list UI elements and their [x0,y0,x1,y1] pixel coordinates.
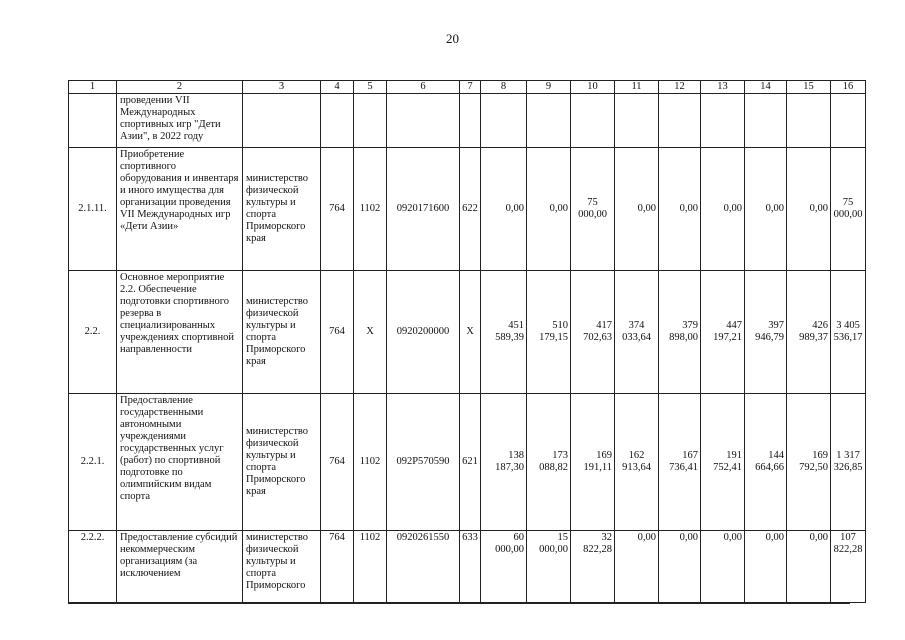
table-row [69,394,866,531]
row-target-code [387,94,460,148]
row-amount: 397 946,79 [745,271,787,394]
row-target-code: 0920171600 [387,148,460,271]
row-amount: 0,00 [481,148,527,271]
row-amount: 0,00 [527,148,571,271]
row-amount [659,94,701,148]
row-name: Предоставление субсидий некоммерческим организациям (за исключением [117,531,243,603]
column-header: 1 [69,81,117,94]
row-amount: 0,00 [787,148,831,271]
row-amount: 15 000,00 [527,531,571,603]
row-total: 75 000,00 [831,148,866,271]
row-ministry-code: 764 [321,394,354,531]
row-responsible: министерство физической культуры и спорта Приморского края [243,394,321,531]
column-header: 5 [354,81,387,94]
row-amount: 451 589,39 [481,271,527,394]
row-code [69,94,117,148]
row-amount: 32 822,28 [571,531,615,603]
row-amount: 0,00 [659,531,701,603]
row-responsible [243,94,321,148]
row-amount [701,94,745,148]
row-expense-type: 622 [460,148,481,271]
table-row [69,94,866,148]
row-ministry-code [321,94,354,148]
budget-table [68,80,866,603]
row-amount: 0,00 [701,148,745,271]
row-total: 3 405 536,17 [831,271,866,394]
row-code: 2.1.11. [69,148,117,271]
row-code: 2.2. [69,271,117,394]
row-section-code: 1102 [354,148,387,271]
row-name: проведении VII Международных спортивных игр "Дети Азии", в 2022 году [117,94,243,148]
row-expense-type [460,94,481,148]
row-amount: 417 702,63 [571,271,615,394]
row-amount [571,94,615,148]
row-amount: 0,00 [615,531,659,603]
row-responsible: министерство физической культуры и спорта Приморского края [243,271,321,394]
column-header: 6 [387,81,460,94]
column-header: 13 [701,81,745,94]
row-amount: 447 197,21 [701,271,745,394]
column-number-row [69,81,866,94]
row-target-code: 0920261550 [387,531,460,603]
column-header: 12 [659,81,701,94]
row-amount: 167 736,41 [659,394,701,531]
column-header: 2 [117,81,243,94]
table-row [69,148,866,271]
row-amount: 0,00 [615,148,659,271]
page-number: 20 [446,31,459,46]
row-responsible: министерство физической культуры и спорта Приморского [243,531,321,603]
row-amount: 0,00 [659,148,701,271]
column-header: 7 [460,81,481,94]
row-amount: 144 664,66 [745,394,787,531]
row-responsible: министерство физической культуры и спорта Приморского края [243,148,321,271]
row-ministry-code: 764 [321,531,354,603]
row-amount: 379 898,00 [659,271,701,394]
row-amount: 60 000,00 [481,531,527,603]
row-expense-type: 633 [460,531,481,603]
row-section-code: 1102 [354,394,387,531]
column-header: 9 [527,81,571,94]
row-amount [787,94,831,148]
row-amount [481,94,527,148]
row-amount: 374 033,64 [615,271,659,394]
row-amount: 169 191,11 [571,394,615,531]
row-amount: 0,00 [745,148,787,271]
row-section-code: X [354,271,387,394]
row-amount: 0,00 [787,531,831,603]
row-amount [615,94,659,148]
column-header: 16 [831,81,866,94]
row-amount: 173 088,82 [527,394,571,531]
column-header: 15 [787,81,831,94]
row-code: 2.2.1. [69,394,117,531]
column-header: 10 [571,81,615,94]
row-code: 2.2.2. [69,531,117,603]
column-header: 11 [615,81,659,94]
row-target-code: 0920200000 [387,271,460,394]
row-amount: 510 179,15 [527,271,571,394]
table-row [69,531,866,603]
row-expense-type: X [460,271,481,394]
row-amount: 191 752,41 [701,394,745,531]
row-total [831,94,866,148]
row-amount: 162 913,64 [615,394,659,531]
row-amount: 169 792,50 [787,394,831,531]
row-amount: 75 000,00 [571,148,615,271]
column-header: 8 [481,81,527,94]
column-header: 4 [321,81,354,94]
row-total: 1 317 326,85 [831,394,866,531]
row-name: Приобретение спортивного оборудования и инвентаря и иного имущества для организации проведения VII Международных игр «Дети Азии» [117,148,243,271]
row-amount: 138 187,30 [481,394,527,531]
row-target-code: 092P570590 [387,394,460,531]
row-amount: 0,00 [701,531,745,603]
row-name: Предоставление государственными автономными учреждениями государственных услуг (работ) по спортивной подготовке по олимпийским видам спорта [117,394,243,531]
row-amount: 0,00 [745,531,787,603]
column-header: 14 [745,81,787,94]
row-amount: 426 989,37 [787,271,831,394]
column-header: 3 [243,81,321,94]
row-section-code [354,94,387,148]
row-section-code: 1102 [354,531,387,603]
table-bottom-divider [68,603,850,604]
row-amount [745,94,787,148]
row-ministry-code: 764 [321,148,354,271]
row-ministry-code: 764 [321,271,354,394]
table-row [69,271,866,394]
row-expense-type: 621 [460,394,481,531]
row-name: Основное мероприятие 2.2. Обеспечение подготовки спортивного резерва в специализированных учреждениях спортивной направленности [117,271,243,394]
row-total: 107 822,28 [831,531,866,603]
row-amount [527,94,571,148]
